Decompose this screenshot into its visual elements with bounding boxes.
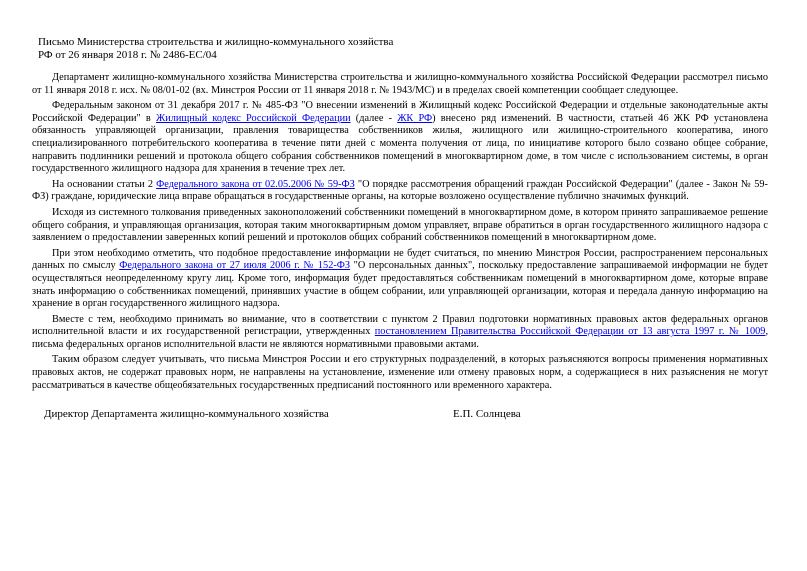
paragraph bbox=[32, 248, 768, 311]
paragraph-text: Таким образом следует учитывать, что письма Минстроя России и его структурных подразделений, в которых разъясняются вопросы применения нормативных правовых актов, не содержат правовых норм, не направлены на установление, изменение или отмену правовых норм, а содержащиеся в них разъяснения не могут рассматриваться в качестве общеобязательных государственных предписаний постоянного или временного характера. bbox=[32, 354, 768, 391]
paragraph-text: (далее - bbox=[350, 112, 398, 124]
document-link[interactable]: Федерального закона от 02.05.2006 № 59-ФЗ bbox=[156, 178, 355, 190]
document-link[interactable]: ЖК РФ bbox=[397, 112, 433, 124]
document-title: Письмо Министерства строительства и жилищно-коммунального хозяйства РФ от 26 января 2018 г. № 2486-ЕС/04 bbox=[38, 36, 394, 61]
paragraph-text: "О персональных данных", поскольку предоставление запрашиваемой информации не будет осуществляться неопределенному кругу лиц. Кроме того, информация будет предоставляться собственникам помещений в многоквартирном доме, которые вправе знать информацию о собственниках помещений, принявших участие в общем собрании, или управляющей организации, которая и передала данную информацию на хранение в орган государственного жилищного надзора. bbox=[32, 260, 769, 310]
paragraph-text: "О порядке рассмотрения обращений граждан Российской Федерации" (далее - Закон № 59-ФЗ) граждане, юридические лица вправе обращаться в государственные органы, на которые возложено осуществление публично значимых функций. bbox=[32, 178, 768, 203]
paragraph-text: При этом необходимо отметить, что подобное предоставление информации не будет считаться, по мнению Минстроя России, распространением персональных данных по смыслу bbox=[32, 247, 768, 272]
document-body bbox=[32, 36, 768, 422]
document-paragraphs bbox=[32, 72, 768, 392]
document-link[interactable]: Федерального закона от 27 июля 2006 г. № 152-ФЗ bbox=[119, 260, 351, 272]
paragraph-text: На основании статьи 2 bbox=[52, 178, 157, 190]
paragraph-text: Федеральным законом от 31 декабря 2017 г. № 485-ФЗ "О внесении изменений в Жилищный кодекс Российской Федерации и отдельные законодательные акты Российской Федерации" в bbox=[32, 100, 768, 124]
paragraph-text: Вместе с тем, необходимо принимать во внимание, что в соответствии с пунктом 2 Правил подготовки нормативных правовых актов федеральных органов исполнительной власти и их государственной регистрации, утвержденных bbox=[32, 313, 768, 338]
paragraph bbox=[32, 100, 768, 176]
paragraph bbox=[32, 179, 768, 204]
document-link[interactable]: постановлением Правительства Российской Федерации от 13 августа 1997 г. № 1009 bbox=[374, 326, 766, 338]
document-link[interactable]: Жилищный кодекс Российской Федерации bbox=[155, 112, 351, 124]
signatory-name: Е.П. Солнцева bbox=[453, 408, 521, 421]
paragraph-text: Исходя из системного толкования приведенных законоположений собственники помещений в многоквартирном доме, в котором принято запрашиваемое решение общего собрания, и управляющая организация, которая таким многоквартирным домом управляет, вправе обратиться в орган государственного жилищного надзора с заявлением о предоставлении заверенных копий решений и протоколов общих собраний собственников помещений в многоквартирном доме. bbox=[32, 206, 768, 244]
paragraph-text: , письма федеральных органов исполнительной власти не являются нормативными правовыми актами. bbox=[32, 326, 769, 350]
paragraph bbox=[32, 207, 768, 245]
paragraph bbox=[32, 72, 768, 97]
paragraph-text: Департамент жилищно-коммунального хозяйства Министерства строительства и жилищно-коммунального хозяйства Российской Федерации рассмотрел письмо от 11 января 2018 г. исх. № 08/01-02 (вх. Минстроя России от 11 января 2018 г. № 1943/МС) и в пределах своей компетенции сообщает следующее. bbox=[32, 72, 768, 96]
signature-block bbox=[32, 408, 768, 422]
paragraph-text: ) внесено ряд изменений. В частности, статьей 46 ЖК РФ установлена обязанность управляющей организации, правления товарищества собственников жилья, жилищного или жилищно-строительного кооператива, иного специализированного потребительского кооператива в течение пяти дней с момента получения от лица, по инициативе которого было созвано общее собрание, направить подлинники решений и протокола общего собрания собственников помещений в многоквартирном доме, в том числе с использованием системы, в орган государственного жилищного надзора для хранения в течение трех лет. bbox=[32, 112, 769, 175]
signatory-position: Директор Департамента жилищно-коммунального хозяйства bbox=[44, 408, 329, 421]
paragraph bbox=[32, 314, 768, 352]
paragraph bbox=[32, 354, 768, 392]
